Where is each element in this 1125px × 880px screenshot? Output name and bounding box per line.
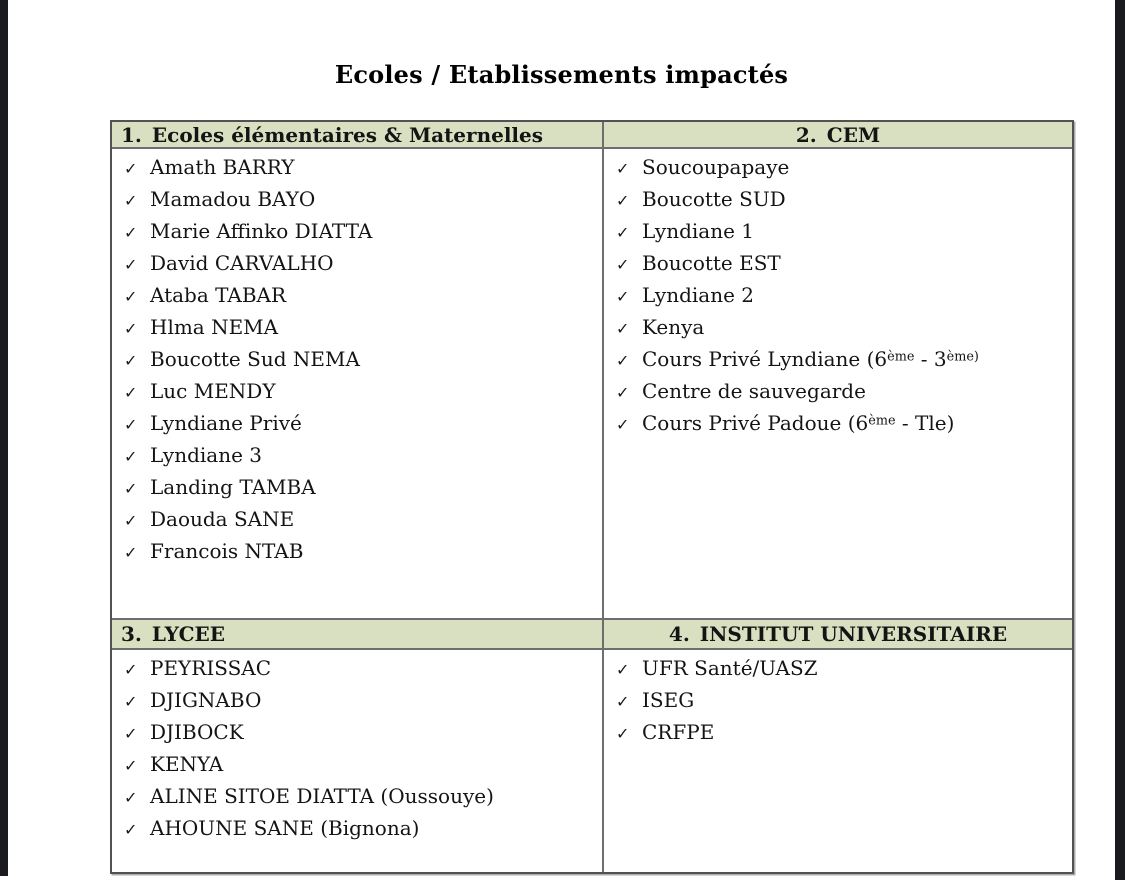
- checkmark-icon: ✓: [616, 415, 630, 434]
- checkmark-icon: ✓: [616, 287, 630, 306]
- item-label: PEYRISSAC: [150, 656, 272, 680]
- checkmark-icon: ✓: [616, 191, 630, 210]
- section-number: 3.: [121, 622, 142, 646]
- list-item: [124, 184, 596, 216]
- item-label: CRFPE: [642, 720, 715, 744]
- item-label: KENYA: [150, 752, 224, 776]
- item-label: Francois NTAB: [150, 539, 304, 563]
- item-label: Kenya: [642, 315, 705, 339]
- checkmark-icon: ✓: [124, 351, 138, 370]
- checkmark-icon: ✓: [124, 820, 138, 839]
- checkmark-icon: ✓: [616, 383, 630, 402]
- checkmark-icon: ✓: [124, 479, 138, 498]
- checkmark-icon: ✓: [124, 660, 138, 679]
- item-label: Marie Affinko DIATTA: [150, 219, 373, 243]
- item-label: Cours Privé Lyndiane ($6ème - 3^{ème)}$: [642, 347, 979, 371]
- checkmark-icon: ✓: [616, 692, 630, 711]
- section-header-lycee: [112, 620, 604, 650]
- list-item: [124, 248, 596, 280]
- checkmark-icon: ✓: [616, 319, 630, 338]
- list-item: [124, 344, 596, 376]
- item-label: DJIGNABO: [150, 688, 262, 712]
- list-item: [124, 781, 596, 813]
- list-item: [616, 653, 1066, 685]
- section-title: LYCEE: [151, 622, 226, 646]
- list-item: [124, 749, 596, 781]
- list-item: [124, 685, 596, 717]
- checkmark-icon: ✓: [616, 255, 630, 274]
- checkmark-icon: ✓: [124, 724, 138, 743]
- item-label: Lyndiane Privé: [150, 411, 302, 435]
- checkmark-icon: ✓: [616, 724, 630, 743]
- item-label: David CARVALHO: [150, 251, 334, 275]
- list-item: [616, 280, 1066, 312]
- checkmark-icon: ✓: [124, 255, 138, 274]
- screen-edge-bar-right: [1115, 0, 1125, 880]
- section-number: 1.: [121, 122, 142, 147]
- section-items-ecoles-elementaires: [112, 149, 604, 620]
- list-item: [124, 536, 596, 568]
- item-label: UFR Santé/UASZ: [642, 656, 818, 680]
- section-header-cem: [604, 122, 1072, 149]
- checkmark-icon: ✓: [124, 319, 138, 338]
- checkmark-icon: ✓: [124, 692, 138, 711]
- list-item: [124, 653, 596, 685]
- item-label: Hlma NEMA: [150, 315, 279, 339]
- item-label: Lyndiane 2: [642, 283, 755, 307]
- item-label: Mamadou BAYO: [150, 187, 316, 211]
- list-item: [124, 813, 596, 845]
- section-title: Ecoles élémentaires & Maternelles: [151, 122, 544, 147]
- list-item: [616, 408, 1066, 440]
- checkmark-icon: ✓: [124, 447, 138, 466]
- item-label: Boucotte Sud NEMA: [150, 347, 360, 371]
- checkmark-icon: ✓: [124, 788, 138, 807]
- list-item: [124, 717, 596, 749]
- item-label: Soucoupapaye: [642, 155, 790, 179]
- item-label: Lyndiane 1: [642, 219, 755, 243]
- item-label: ALINE SITOE DIATTA (Oussouye): [150, 784, 494, 808]
- item-label: Amath BARRY: [150, 155, 295, 179]
- list-item: [124, 440, 596, 472]
- section-header-institut-universitaire: [604, 620, 1072, 650]
- item-label: AHOUNE SANE (Bignona): [150, 816, 420, 840]
- list-item: [616, 717, 1066, 749]
- list-item: [616, 248, 1066, 280]
- list-item: [616, 312, 1066, 344]
- checkmark-icon: ✓: [124, 415, 138, 434]
- section-title: CEM: [826, 122, 881, 147]
- list-item: [124, 472, 596, 504]
- item-label: ISEG: [642, 688, 695, 712]
- list-item: [124, 504, 596, 536]
- list-item: [124, 312, 596, 344]
- item-label: Daouda SANE: [150, 507, 295, 531]
- checkmark-icon: ✓: [124, 223, 138, 242]
- list-item: [124, 216, 596, 248]
- checkmark-icon: ✓: [616, 660, 630, 679]
- checkmark-icon: ✓: [124, 159, 138, 178]
- item-label: Cours Privé Padoue (6ème - Tle): [642, 411, 955, 435]
- schools-table: [110, 120, 1074, 874]
- checkmark-icon: ✓: [124, 511, 138, 530]
- item-label: Boucotte EST: [642, 251, 781, 275]
- checkmark-icon: ✓: [124, 756, 138, 775]
- item-label: Centre de sauvegarde: [642, 379, 866, 403]
- list-item: [616, 685, 1066, 717]
- item-label: Boucotte SUD: [642, 187, 786, 211]
- screen-edge-bar-left: [0, 0, 8, 876]
- checkmark-icon: ✓: [616, 351, 630, 370]
- list-item: [616, 152, 1066, 184]
- document-title: Ecoles / Etablissements impactés: [334, 60, 789, 89]
- section-title: INSTITUT UNIVERSITAIRE: [699, 622, 1008, 646]
- checkmark-icon: ✓: [124, 543, 138, 562]
- list-item: [124, 376, 596, 408]
- list-item: [124, 152, 596, 184]
- item-label: Luc MENDY: [150, 379, 276, 403]
- list-item: [124, 280, 596, 312]
- section-items-lycee: [112, 650, 604, 872]
- checkmark-icon: ✓: [124, 287, 138, 306]
- list-item: [616, 376, 1066, 408]
- item-label: Landing TAMBA: [150, 475, 316, 499]
- section-items-institut-universitaire: [604, 650, 1072, 872]
- item-label: DJIBOCK: [150, 720, 244, 744]
- checkmark-icon: ✓: [616, 223, 630, 242]
- section-number: 4.: [668, 622, 690, 646]
- list-item: [616, 184, 1066, 216]
- checkmark-icon: ✓: [616, 159, 630, 178]
- item-label: Lyndiane 3: [150, 443, 263, 467]
- list-item: [616, 216, 1066, 248]
- checkmark-icon: ✓: [124, 383, 138, 402]
- item-label: Ataba TABAR: [150, 283, 287, 307]
- list-item: [616, 344, 1066, 376]
- section-number: 2.: [795, 122, 817, 147]
- section-items-cem: [604, 149, 1072, 620]
- section-header-ecoles-elementaires: [112, 122, 604, 149]
- list-item: [124, 408, 596, 440]
- checkmark-icon: ✓: [124, 191, 138, 210]
